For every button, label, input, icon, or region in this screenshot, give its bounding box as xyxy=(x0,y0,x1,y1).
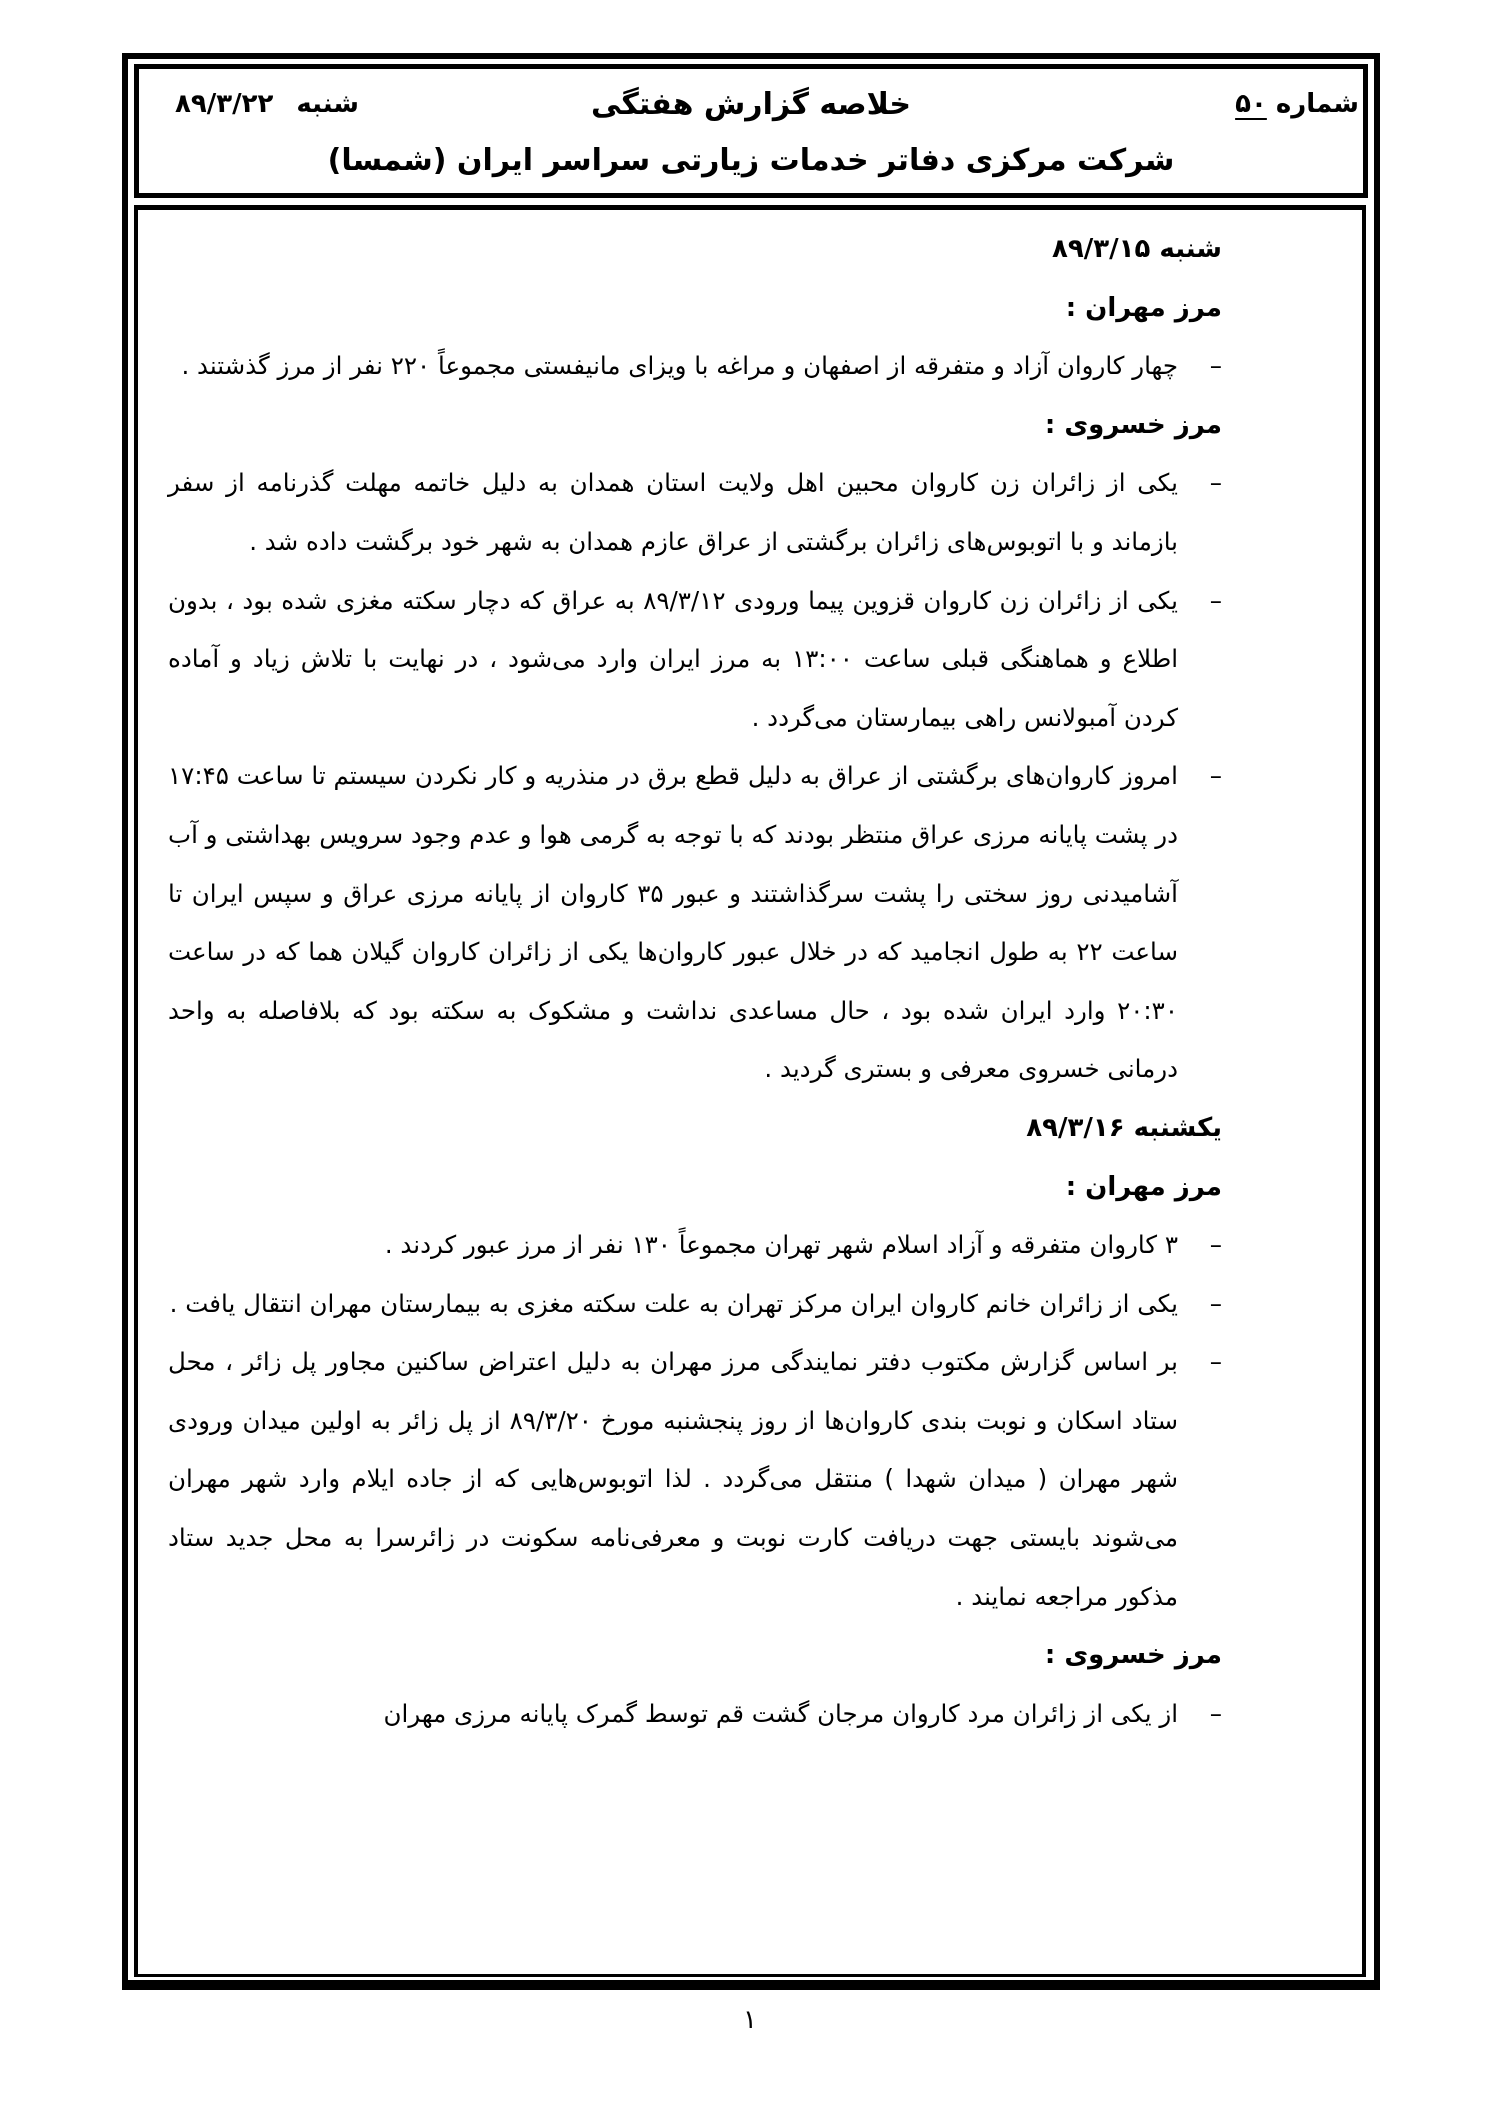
report-item-text: امروز کاروان‌های برگشتی از عراق به دلیل قطع برق در منذریه و کار نکردن سیستم تا ساعت ۱۷:۴۵ در پشت پایانه مرزی عراق منتظر بودند که با توجه به گرمی هوا و عدم وجود سرویس بهداشتی و آب آشامیدنی روز سختی را پشت سرگذاشتند و عبور ۳۵ کاروان از پایانه مرزی عراق و سپس ایران تا ساعت ۲۲ به طول انجامید که در خلال عبور کاروان‌ها یکی از زائران کاروان گیلان هما که در ساعت ۲۰:۳۰ وارد ایران شده بود ، حال مساعدی نداشت و مشکوک به سکته بود که بلافاصله به واحد درمانی خسروی معرفی و بستری گردید . xyxy=(168,761,1178,1084)
report-item xyxy=(168,1216,1222,1275)
report-item-text: یکی از زائران زن کاروان محبین اهل ولایت استان همدان به دلیل خاتمه مهلت گذرنامه از سفر بازماند و با اتوبوس‌های زائران برگشتی از عراق عازم همدان به شهر خود برگشت داده شد . xyxy=(168,468,1178,556)
report-item xyxy=(168,454,1222,571)
section-title: مرز مهران : xyxy=(1065,292,1222,323)
bullet-dash: – xyxy=(1209,1288,1222,1318)
bullet-dash: – xyxy=(1209,585,1222,615)
report-item-text: ۳ کاروان متفرقه و آزاد اسلام شهر تهران مجموعاً ۱۳۰ نفر از مرز عبور کردند . xyxy=(384,1230,1178,1260)
section-title: مرز خسروی : xyxy=(1044,1640,1222,1671)
report-day: شنبه xyxy=(296,89,359,119)
section-title: مرز خسروی : xyxy=(1044,409,1222,440)
report-item xyxy=(168,1333,1222,1626)
report-item xyxy=(168,747,1222,1099)
report-date-value: ۸۹/۳/۲۲ xyxy=(175,89,274,119)
report-header xyxy=(134,64,1368,198)
day-heading: شنبه ۸۹/۳/۱۵ xyxy=(1052,234,1222,264)
report-number-value: ۵۰ xyxy=(1235,89,1267,119)
bullet-dash: – xyxy=(1209,761,1222,791)
report-title: خلاصه گزارش هفتگی xyxy=(591,87,911,122)
report-item xyxy=(168,572,1222,748)
section-title: مرز مهران : xyxy=(1065,1171,1222,1202)
report-item-text: یکی از زائران خانم کاروان ایران مرکز تهران به علت سکته مغزی به بیمارستان مهران انتقال یافت . xyxy=(169,1288,1178,1318)
report-item-text: از یکی از زائران مرد کاروان مرجان گشت قم توسط گمرک پایانه مرزی مهران xyxy=(383,1698,1178,1728)
bullet-dash: – xyxy=(1209,1230,1222,1260)
bullet-dash: – xyxy=(1209,1698,1222,1728)
report-body-frame xyxy=(134,205,1366,1977)
report-item-text: یکی از زائران زن کاروان قزوین پیما ورودی ۸۹/۳/۱۲ به عراق که دچار سکته مغزی شده بود ، بدون اطلاع و هماهنگی قبلی ساعت ۱۳:۰۰ به مرز ایران وارد می‌شود ، در نهایت با تلاش زیاد و آماده کردن آمبولانس راهی بیمارستان می‌گردد . xyxy=(168,585,1179,732)
day-heading: یکشنبه ۸۹/۳/۱۶ xyxy=(1026,1112,1222,1143)
report-number-label: شماره xyxy=(1275,89,1359,119)
report-item xyxy=(168,1275,1222,1334)
company-name: شرکت مرکزی دفاتر خدمات زیارتی سراسر ایران (شمسا) xyxy=(327,143,1175,178)
bullet-dash: – xyxy=(1209,1347,1222,1377)
report-item-text: چهار کاروان آزاد و متفرقه از اصفهان و مراغه با ویزای مانیفستی مجموعاً ۲۲۰ نفر از مرز گذشتند . xyxy=(181,351,1178,381)
report-body xyxy=(168,220,1222,1743)
bullet-dash: – xyxy=(1209,351,1222,381)
page-number: ۱ xyxy=(743,2005,757,2035)
bullet-dash: – xyxy=(1209,468,1222,498)
report-item-text: بر اساس گزارش مکتوب دفتر نمایندگی مرز مهران به دلیل اعتراض ساکنین مجاور پل زائر ، محل ستاد اسکان و نوبت بندی کاروان‌ها از روز پنجشنبه مورخ ۸۹/۳/۲۰ از پل زائر به اولین میدان ورودی شهر مهران ( میدان شهدا ) منتقل می‌گردد . لذا اتوبوس‌هایی که از جاده ایلام وارد شهر مهران می‌شوند بایستی جهت دریافت کارت نوبت و معرفی‌نامه سکونت در زائرسرا به محل جدید ستاد مذکور مراجعه نمایند . xyxy=(168,1347,1178,1611)
report-date xyxy=(175,89,359,119)
report-item xyxy=(168,337,1222,396)
bottom-rule xyxy=(122,1980,1380,1990)
report-item xyxy=(168,1685,1222,1744)
